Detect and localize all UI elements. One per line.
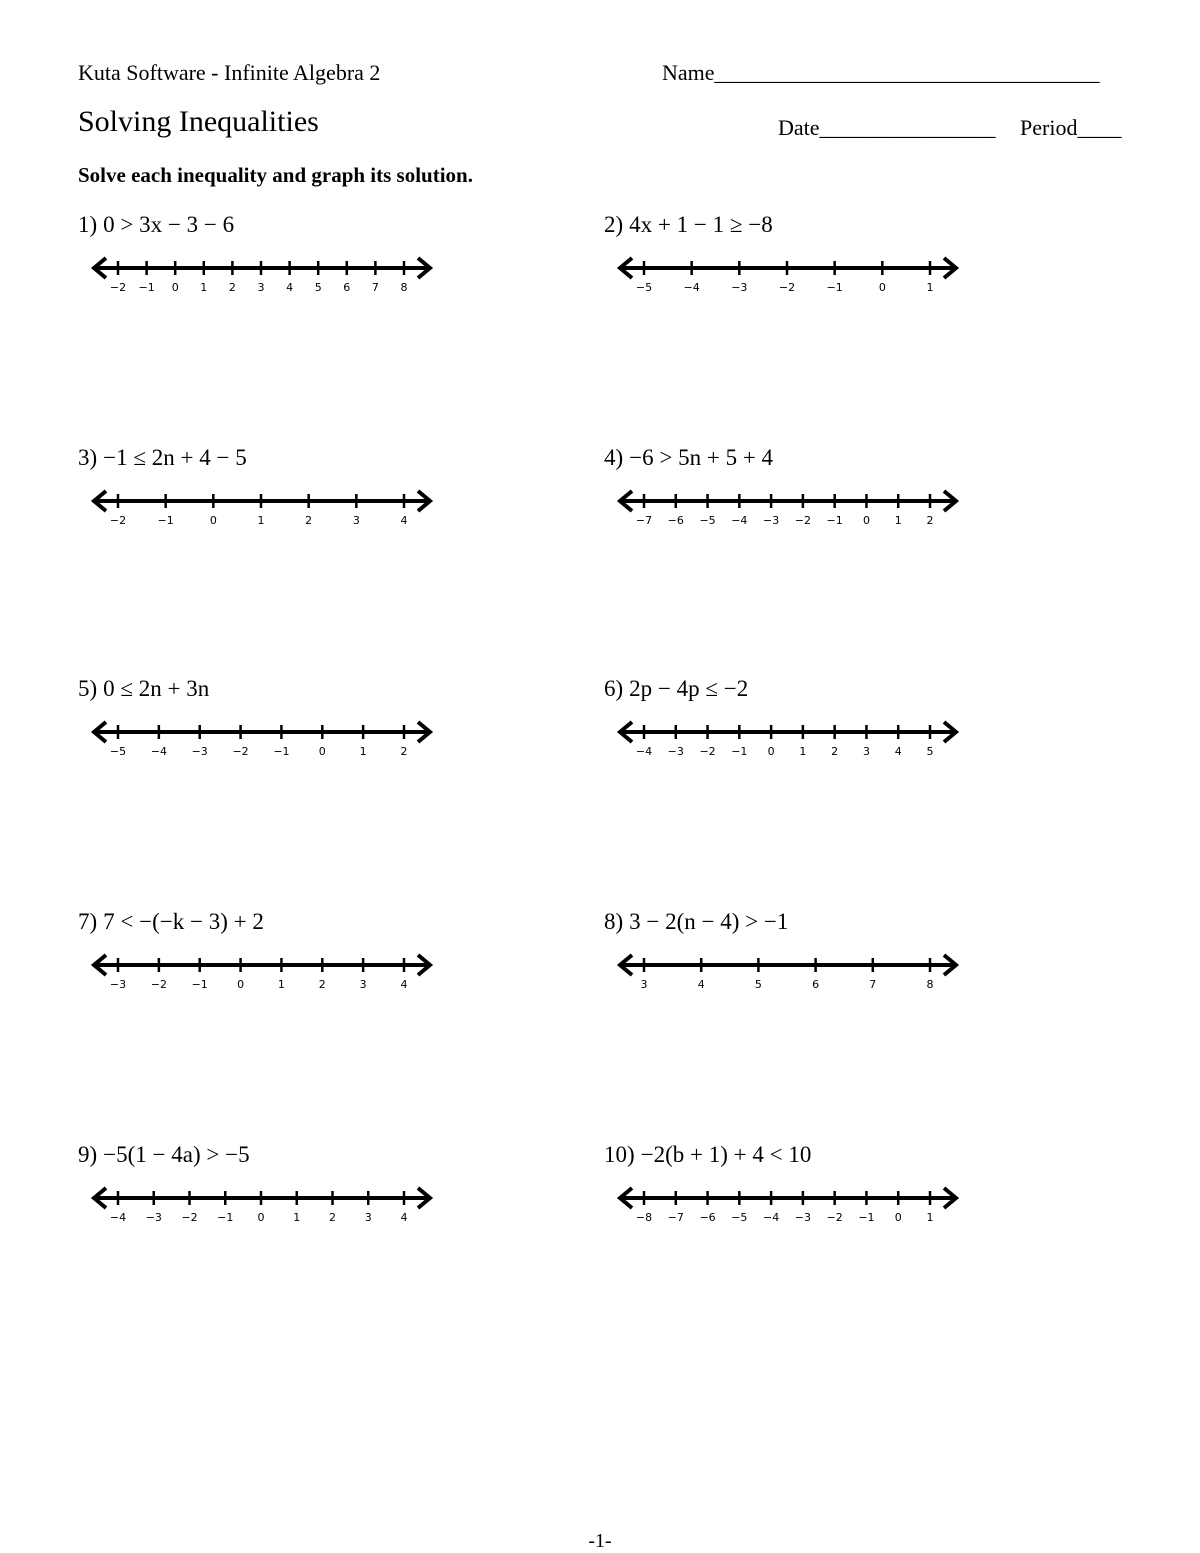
tick-label: 3 bbox=[862, 745, 870, 758]
tick-label: −1 bbox=[138, 281, 155, 294]
problem-number: 4) bbox=[604, 445, 624, 470]
tick-label: −1 bbox=[826, 514, 843, 527]
tick-label: 8 bbox=[400, 281, 408, 294]
tick-label: −1 bbox=[157, 514, 174, 527]
tick-label: 1 bbox=[799, 745, 807, 758]
tick-label: −4 bbox=[635, 745, 653, 758]
tick-label: −2 bbox=[109, 281, 127, 294]
tick-label: 5 bbox=[926, 745, 934, 758]
inequality-expression: −5(1 − 4a) > −5 bbox=[103, 1142, 250, 1167]
tick-label: 0 bbox=[767, 745, 775, 758]
tick-label: −2 bbox=[150, 978, 167, 991]
tick-label: −3 bbox=[794, 1211, 811, 1224]
tick-label: −3 bbox=[731, 281, 748, 294]
tick-label: −3 bbox=[763, 514, 780, 527]
tick-label: 1 bbox=[359, 745, 367, 758]
tick-label: 2 bbox=[926, 514, 934, 527]
tick-label: 4 bbox=[894, 745, 902, 758]
page-number: -1- bbox=[588, 1530, 612, 1552]
tick-label: 1 bbox=[293, 1211, 301, 1224]
tick-label: −4 bbox=[109, 1211, 127, 1224]
tick-label: 4 bbox=[400, 1211, 408, 1224]
tick-label: −4 bbox=[731, 514, 748, 527]
tick-label: −1 bbox=[858, 1211, 875, 1224]
tick-label: 7 bbox=[371, 281, 379, 294]
problem-number: 2) bbox=[604, 212, 624, 237]
tick-label: −4 bbox=[150, 745, 167, 758]
tick-label: 5 bbox=[754, 978, 762, 991]
tick-label: −4 bbox=[763, 1211, 780, 1224]
problem-number: 6) bbox=[604, 676, 624, 701]
tick-label: 0 bbox=[171, 281, 179, 294]
tick-label: 0 bbox=[257, 1211, 265, 1224]
problem-number: 5) bbox=[78, 676, 98, 701]
date-field-label: Date________________ bbox=[778, 115, 996, 140]
problem-10 bbox=[604, 1142, 811, 1168]
tick-label: −1 bbox=[217, 1211, 234, 1224]
tick-label: −6 bbox=[699, 1211, 716, 1224]
problem-number: 10) bbox=[604, 1142, 635, 1167]
tick-label: 3 bbox=[352, 514, 360, 527]
tick-label: −2 bbox=[794, 514, 811, 527]
tick-label: −2 bbox=[778, 281, 796, 294]
period-field-label: Period____ bbox=[1020, 115, 1122, 140]
problem-number: 7) bbox=[78, 909, 98, 934]
tick-label: −3 bbox=[145, 1211, 162, 1224]
number-line[interactable] bbox=[618, 953, 958, 993]
tick-label: 4 bbox=[286, 281, 294, 294]
tick-label: −2 bbox=[109, 514, 127, 527]
instructions: Solve each inequality and graph its solution. bbox=[78, 163, 473, 187]
tick-label: −8 bbox=[635, 1211, 653, 1224]
number-line[interactable] bbox=[618, 720, 958, 760]
problem-6 bbox=[604, 676, 748, 702]
tick-label: 5 bbox=[314, 281, 322, 294]
inequality-expression: 4x + 1 − 1 ≥ −8 bbox=[629, 212, 773, 237]
number-line[interactable] bbox=[618, 1186, 958, 1226]
tick-label: 2 bbox=[329, 1211, 336, 1224]
tick-label: 4 bbox=[697, 978, 705, 991]
inequality-expression: 2p − 4p ≤ −2 bbox=[629, 676, 749, 701]
tick-label: −2 bbox=[232, 745, 249, 758]
worksheet-title: Solving Inequalities bbox=[78, 105, 319, 138]
number-line[interactable] bbox=[92, 720, 432, 760]
tick-label: 3 bbox=[640, 978, 648, 991]
inequality-expression: 3 − 2(n − 4) > −1 bbox=[629, 909, 789, 934]
tick-label: 1 bbox=[894, 514, 902, 527]
problem-3 bbox=[78, 445, 247, 471]
tick-label: −6 bbox=[667, 514, 684, 527]
tick-label: −3 bbox=[667, 745, 684, 758]
tick-label: 0 bbox=[894, 1211, 902, 1224]
tick-label: −3 bbox=[191, 745, 208, 758]
tick-label: −2 bbox=[826, 1211, 843, 1224]
tick-label: −1 bbox=[731, 745, 748, 758]
inequality-expression: −2(b + 1) + 4 < 10 bbox=[640, 1142, 812, 1167]
problem-9 bbox=[78, 1142, 250, 1168]
tick-label: 3 bbox=[359, 978, 367, 991]
inequality-expression: 0 > 3x − 3 − 6 bbox=[103, 212, 235, 237]
number-line[interactable] bbox=[92, 1186, 432, 1226]
tick-label: −7 bbox=[667, 1211, 684, 1224]
tick-label: −4 bbox=[683, 281, 700, 294]
problem-7 bbox=[78, 909, 264, 935]
tick-label: −5 bbox=[699, 514, 716, 527]
tick-label: 0 bbox=[209, 514, 217, 527]
tick-label: −2 bbox=[181, 1211, 198, 1224]
tick-label: −2 bbox=[699, 745, 716, 758]
tick-label: 1 bbox=[200, 281, 208, 294]
problem-number: 9) bbox=[78, 1142, 98, 1167]
problem-5 bbox=[78, 676, 209, 702]
tick-label: 4 bbox=[400, 978, 408, 991]
tick-label: −5 bbox=[731, 1211, 748, 1224]
inequality-expression: −1 ≤ 2n + 4 − 5 bbox=[103, 445, 247, 470]
tick-label: 2 bbox=[305, 514, 313, 527]
tick-label: −5 bbox=[109, 745, 127, 758]
tick-label: 1 bbox=[926, 281, 934, 294]
number-line[interactable] bbox=[92, 953, 432, 993]
number-line[interactable] bbox=[618, 489, 958, 529]
tick-label: 1 bbox=[277, 978, 285, 991]
number-line[interactable] bbox=[92, 489, 432, 529]
number-line[interactable] bbox=[92, 256, 432, 296]
tick-label: −1 bbox=[826, 281, 843, 294]
problem-4 bbox=[604, 445, 773, 471]
problem-8 bbox=[604, 909, 788, 935]
tick-label: 6 bbox=[343, 281, 351, 294]
inequality-expression: 0 ≤ 2n + 3n bbox=[103, 676, 210, 701]
tick-label: 7 bbox=[869, 978, 877, 991]
software-header: Kuta Software - Infinite Algebra 2 bbox=[78, 60, 381, 85]
tick-label: 2 bbox=[400, 745, 408, 758]
tick-label: 2 bbox=[831, 745, 839, 758]
tick-label: 1 bbox=[926, 1211, 934, 1224]
tick-label: 0 bbox=[862, 514, 870, 527]
tick-label: −1 bbox=[191, 978, 208, 991]
tick-label: −3 bbox=[109, 978, 127, 991]
tick-label: 2 bbox=[228, 281, 236, 294]
tick-label: 2 bbox=[318, 978, 326, 991]
tick-label: 6 bbox=[812, 978, 820, 991]
problem-number: 8) bbox=[604, 909, 624, 934]
problem-number: 1) bbox=[78, 212, 98, 237]
tick-label: 0 bbox=[237, 978, 245, 991]
tick-label: −7 bbox=[635, 514, 653, 527]
inequality-expression: −6 > 5n + 5 + 4 bbox=[629, 445, 774, 470]
tick-label: 0 bbox=[878, 281, 886, 294]
problem-2 bbox=[604, 212, 773, 238]
tick-label: −1 bbox=[273, 745, 290, 758]
tick-label: 4 bbox=[400, 514, 408, 527]
tick-label: 3 bbox=[364, 1211, 372, 1224]
inequality-expression: 7 < −(−k − 3) + 2 bbox=[103, 909, 264, 934]
tick-label: 8 bbox=[926, 978, 934, 991]
problem-1 bbox=[78, 212, 234, 238]
name-field-label: Name___________________________________ bbox=[662, 60, 1100, 85]
number-line[interactable] bbox=[618, 256, 958, 296]
tick-label: 0 bbox=[318, 745, 326, 758]
tick-label: 1 bbox=[257, 514, 265, 527]
tick-label: −5 bbox=[635, 281, 653, 294]
tick-label: 3 bbox=[257, 281, 265, 294]
problem-number: 3) bbox=[78, 445, 98, 470]
